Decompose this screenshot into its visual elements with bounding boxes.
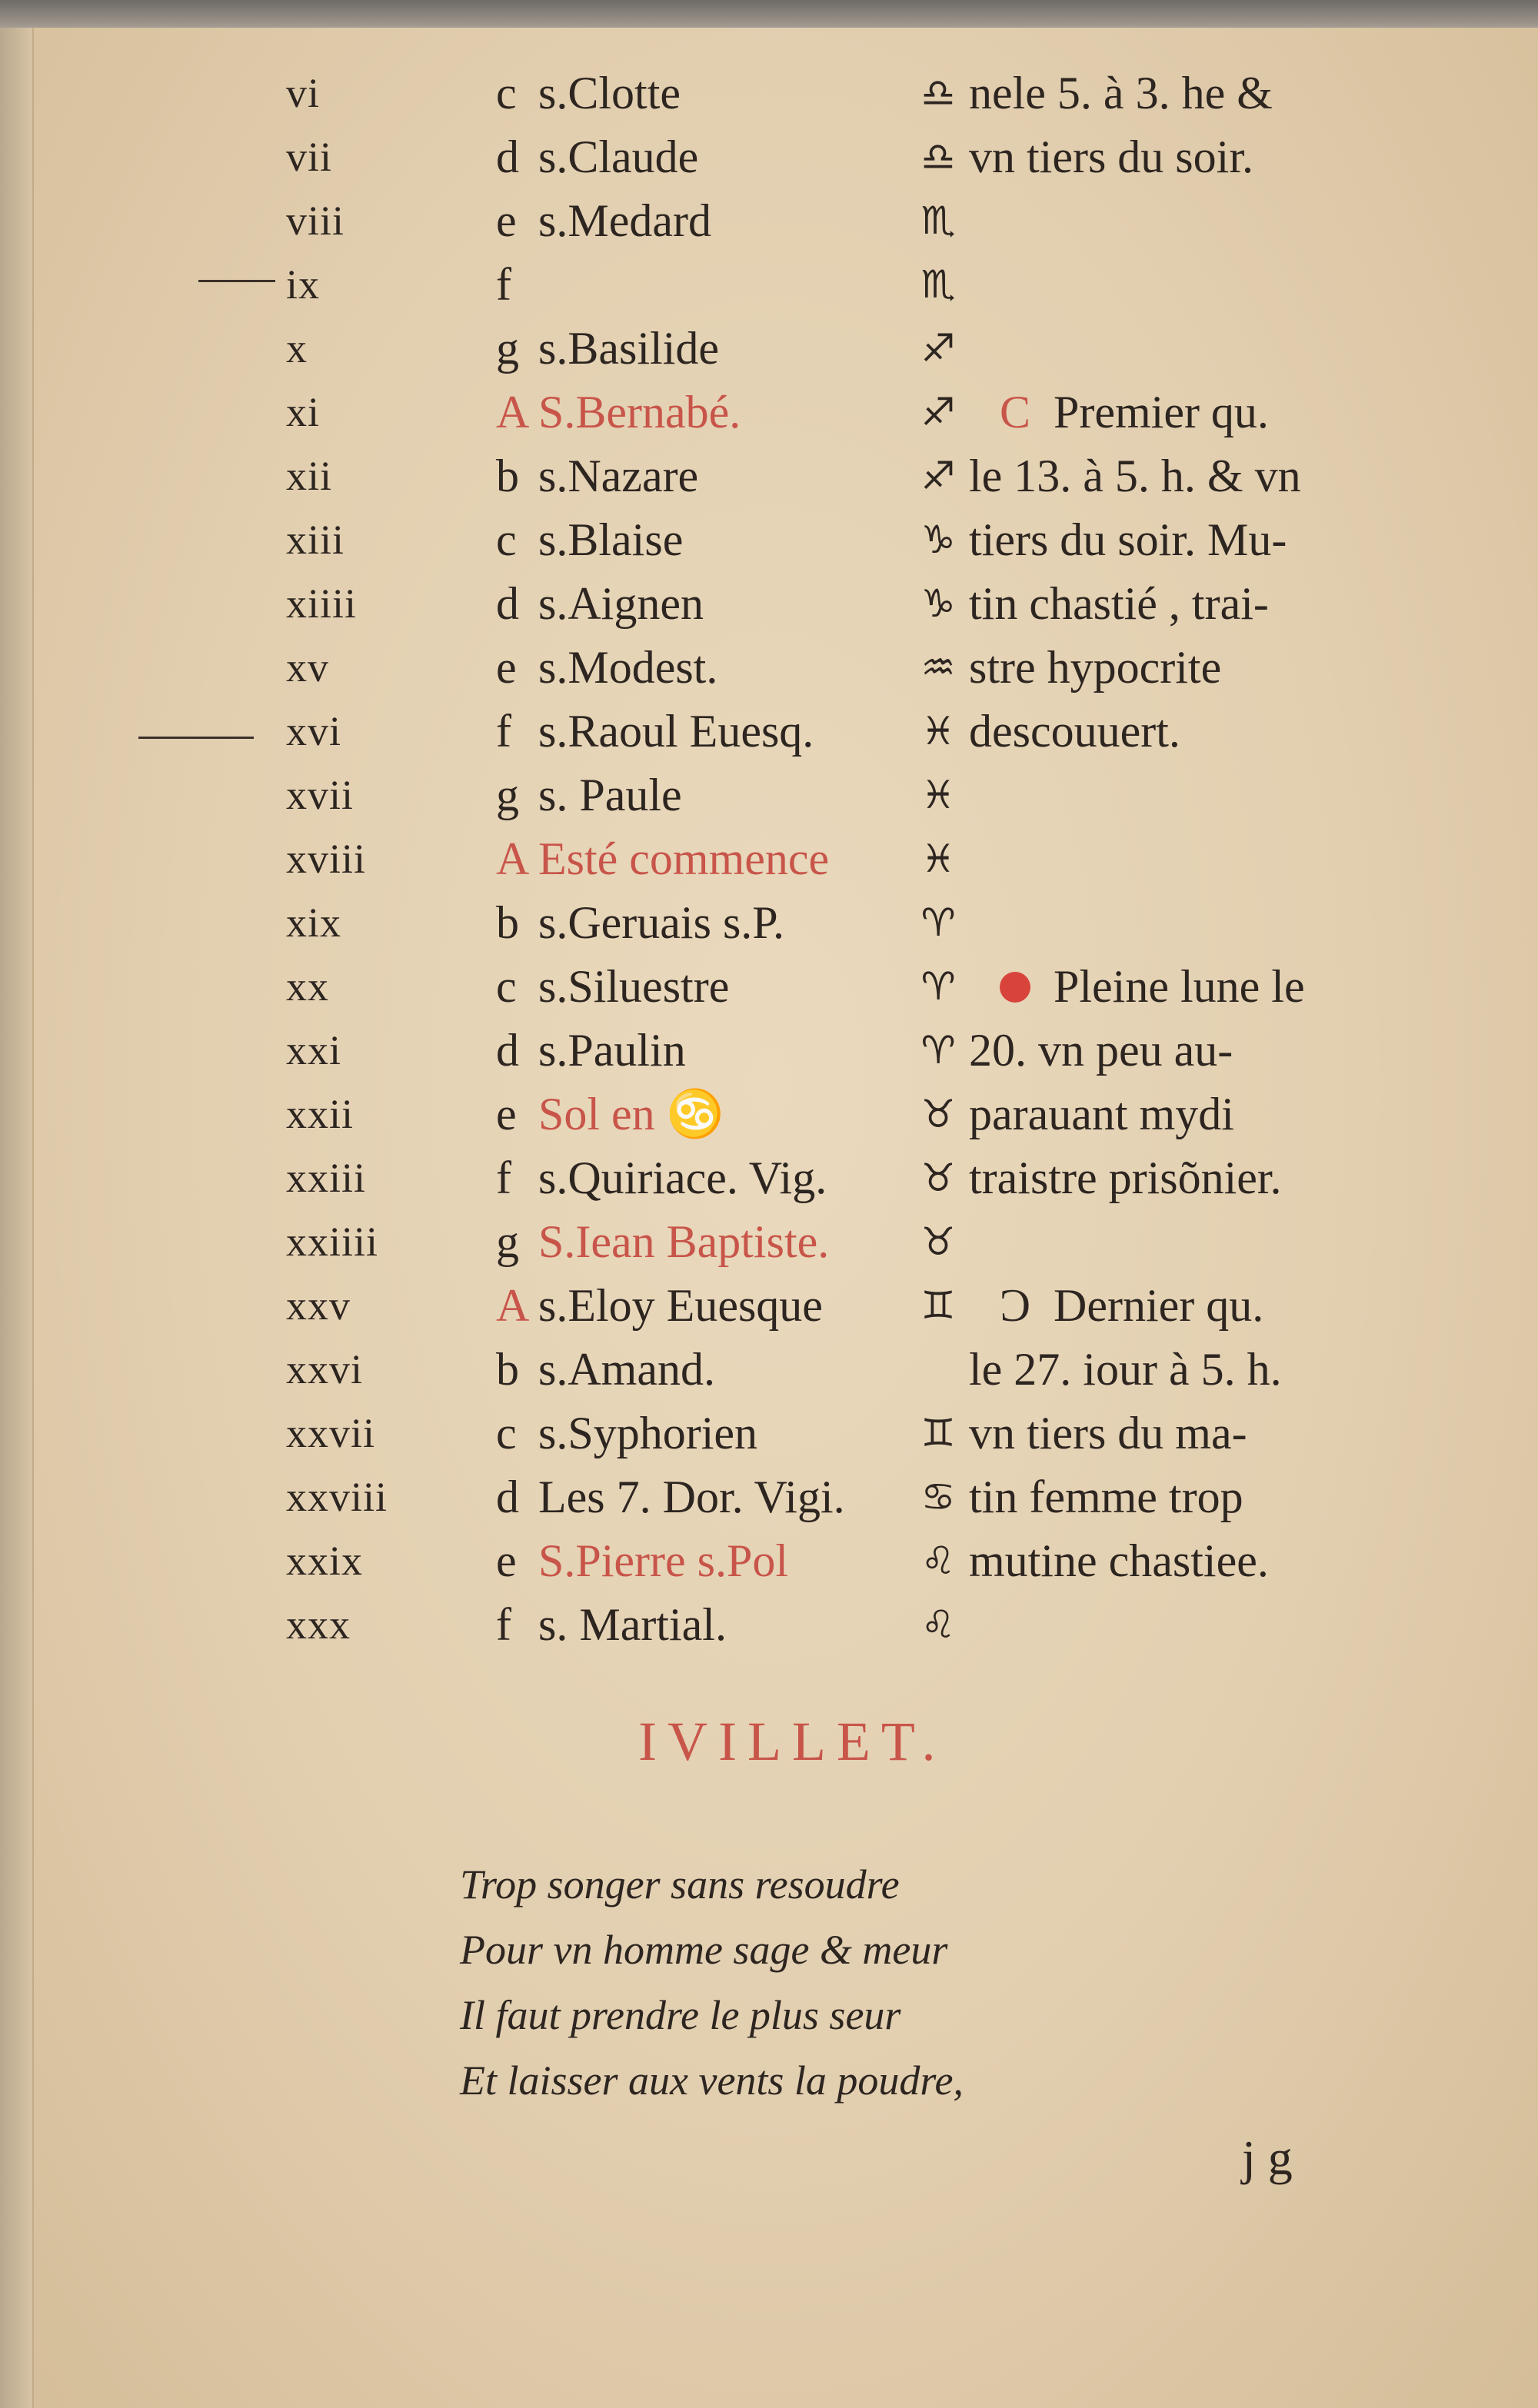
saint-name: S.Bernabé. — [538, 387, 741, 437]
saint-name: s.Claude — [538, 131, 699, 182]
calendar-row — [0, 700, 1538, 763]
day-number: xxiiii — [286, 1219, 379, 1265]
zodiac-sign: ♐ — [920, 454, 956, 498]
calendar-row — [0, 1083, 1538, 1146]
lunar-note: stre hypocrite — [969, 642, 1222, 693]
saint-name: S.Pierre s.Pol — [538, 1535, 789, 1586]
zodiac-sign: ♊ — [920, 1411, 956, 1455]
lunar-note: le 13. à 5. h. & vn — [969, 451, 1301, 501]
dominical-letter: e — [496, 642, 517, 693]
dominical-letter: c — [496, 1408, 517, 1458]
saint-name: s. Martial. — [538, 1599, 727, 1650]
zodiac-sign: ♓ — [920, 709, 956, 753]
verse-line: Trop songer sans resoudre — [460, 1861, 900, 1907]
dominical-letter: d — [496, 131, 519, 182]
calendar-row — [0, 1593, 1538, 1656]
saint-name: s.Amand. — [538, 1344, 715, 1395]
calendar-row — [0, 1402, 1538, 1465]
calendar-row — [0, 381, 1538, 444]
day-number: xxi — [286, 1027, 342, 1073]
dominical-letter: e — [496, 195, 517, 246]
lunar-note: traistre prisõnier. — [969, 1152, 1282, 1203]
day-number: xiii — [286, 517, 345, 563]
saint-name: s.Geruais s.P. — [538, 897, 785, 948]
saint-name: s.Raoul Euesq. — [538, 706, 814, 757]
saint-name: s.Clotte — [538, 68, 681, 118]
zodiac-sign: ♉ — [920, 1092, 956, 1136]
lunar-note: descouuert. — [969, 706, 1180, 757]
day-number: xxx — [286, 1601, 351, 1648]
lunar-note: nele 5. à 3. he & — [969, 68, 1273, 118]
day-number: xxviii — [286, 1474, 388, 1520]
calendar-row — [0, 827, 1538, 890]
dominical-letter: c — [496, 961, 517, 1012]
saint-name: s.Paulin — [538, 1025, 686, 1076]
day-number: xix — [286, 900, 342, 946]
month-title: IVILLET. — [638, 1711, 947, 1772]
zodiac-sign: ♎ — [920, 135, 956, 179]
lunar-note: mutine chastiee. — [969, 1535, 1269, 1586]
dominical-letter: A — [496, 833, 530, 884]
saint-name: s.Blaise — [538, 514, 684, 565]
zodiac-sign: ♌ — [920, 1538, 956, 1583]
saint-name: s.Syphorien — [538, 1408, 757, 1458]
scan-top-edge — [0, 0, 1538, 28]
dominical-letter: g — [496, 770, 519, 820]
zodiac-sign: ♌ — [920, 1602, 956, 1647]
day-number: xi — [286, 389, 321, 435]
day-number: xxix — [286, 1538, 364, 1584]
saint-name: Esté commence — [538, 833, 830, 884]
calendar-row — [0, 253, 1538, 316]
zodiac-sign: ♈ — [920, 1028, 956, 1073]
day-number: xxiii — [286, 1155, 367, 1201]
dominical-letter: g — [496, 1216, 519, 1267]
calendar-row — [0, 891, 1538, 954]
zodiac-sign: ♏ — [920, 198, 956, 243]
dominical-letter: f — [496, 1152, 511, 1203]
calendar-row — [0, 62, 1538, 125]
verse-line: Et laisser aux vents la poudre, — [460, 2057, 964, 2104]
dominical-letter: d — [496, 1472, 519, 1522]
lunar-note: tiers du soir. Mu- — [969, 514, 1287, 565]
signature-mark: j g — [1242, 2130, 1293, 2185]
zodiac-sign: ♐ — [920, 326, 956, 371]
zodiac-sign: ♓ — [920, 773, 956, 817]
saint-name: s.Quiriace. Vig. — [538, 1152, 827, 1203]
zodiac-sign: ♈ — [920, 900, 956, 945]
calendar-row — [0, 636, 1538, 699]
lunar-note: Premier qu. — [1054, 387, 1269, 437]
verse-line: Il faut prendre le plus seur — [460, 1992, 901, 2038]
last-quarter-icon: Ɔ — [1000, 1280, 1031, 1331]
lunar-note: tin chastié , trai- — [969, 578, 1269, 629]
saint-name: S.Iean Baptiste. — [538, 1216, 830, 1267]
dominical-letter: d — [496, 578, 519, 629]
saint-name: s.Aignen — [538, 578, 704, 629]
lunar-note: tin femme trop — [969, 1472, 1243, 1522]
calendar-row — [0, 955, 1538, 1018]
zodiac-sign: ♋ — [920, 1475, 956, 1519]
dominical-letter: b — [496, 451, 519, 501]
calendar-row — [0, 1274, 1538, 1337]
zodiac-sign: ♊ — [920, 1283, 956, 1328]
day-number: vii — [286, 134, 333, 180]
day-number: viii — [286, 198, 345, 244]
zodiac-sign: ♏ — [920, 262, 956, 307]
saint-name: Sol en ♋ — [538, 1089, 724, 1139]
dominical-letter: b — [496, 897, 519, 948]
lunar-note: vn tiers du ma- — [969, 1408, 1247, 1458]
lunar-note: parauant mydi — [969, 1089, 1234, 1139]
zodiac-sign: ♐ — [920, 390, 956, 434]
day-number: xviii — [286, 836, 367, 882]
day-number: xii — [286, 453, 333, 499]
zodiac-sign: ♎ — [920, 71, 956, 115]
dominical-letter: c — [496, 68, 517, 118]
calendar-row — [0, 572, 1538, 635]
zodiac-sign: ♓ — [920, 836, 956, 881]
zodiac-sign: ♑ — [920, 581, 956, 626]
calendar-row — [0, 508, 1538, 571]
day-number: xiiii — [286, 580, 358, 627]
saint-name: s.Nazare — [538, 451, 699, 501]
zodiac-sign: ♒ — [920, 645, 956, 690]
dominical-letter: A — [496, 387, 530, 437]
lunar-note: Pleine lune le — [1054, 961, 1305, 1012]
calendar-row — [0, 1146, 1538, 1209]
full-moon-icon — [1000, 972, 1030, 1003]
dominical-letter: g — [496, 323, 519, 374]
zodiac-sign: ♉ — [920, 1219, 956, 1264]
lunar-note: le 27. iour à 5. h. — [969, 1344, 1282, 1395]
day-number: x — [286, 325, 308, 371]
zodiac-sign: ♉ — [920, 1156, 956, 1200]
calendar-row — [0, 1465, 1538, 1528]
dominical-letter: f — [496, 706, 511, 757]
dominical-letter: A — [496, 1280, 530, 1331]
saint-name: s.Siluestre — [538, 961, 730, 1012]
first-quarter-icon: C — [1000, 387, 1031, 437]
day-number: xv — [286, 644, 329, 690]
calendar-row — [0, 1019, 1538, 1082]
saint-name: Les 7. Dor. Vigi. — [538, 1472, 845, 1522]
dominical-letter: f — [496, 1599, 511, 1650]
lunar-note: 20. vn peu au- — [969, 1025, 1233, 1076]
calendar-row — [0, 317, 1538, 380]
dominical-letter: e — [496, 1535, 517, 1586]
day-number: ix — [286, 261, 321, 308]
calendar-row — [0, 1338, 1538, 1401]
saint-name: s.Basilide — [538, 323, 719, 374]
calendar-row — [0, 444, 1538, 507]
zodiac-sign: ♈ — [920, 964, 956, 1009]
day-number: vi — [286, 70, 321, 116]
dominical-letter: e — [496, 1089, 517, 1139]
saint-name: s.Modest. — [538, 642, 718, 693]
saint-name: s.Medard — [538, 195, 711, 246]
verse-line: Pour vn homme sage & meur — [460, 1927, 948, 1973]
dominical-letter: c — [496, 514, 517, 565]
dominical-letter: f — [496, 259, 511, 310]
day-number: xvii — [286, 772, 355, 818]
day-number: xxii — [286, 1091, 355, 1137]
lunar-note: vn tiers du soir. — [969, 131, 1253, 182]
calendar-row — [0, 189, 1538, 252]
day-number: xx — [286, 963, 329, 1009]
saint-name: s.Eloy Euesque — [538, 1280, 823, 1331]
calendar-row — [0, 125, 1538, 188]
calendar-row — [0, 1210, 1538, 1273]
lunar-note: Dernier qu. — [1054, 1280, 1264, 1331]
day-number: xxvii — [286, 1410, 376, 1456]
calendar-row — [0, 763, 1538, 827]
dominical-letter: d — [496, 1025, 519, 1076]
dominical-letter: b — [496, 1344, 519, 1395]
day-number: xxvi — [286, 1346, 364, 1392]
saint-name: s. Paule — [538, 770, 682, 820]
day-number: xxv — [286, 1282, 351, 1329]
day-number: xvi — [286, 708, 342, 754]
calendar-row — [0, 1529, 1538, 1592]
zodiac-sign: ♑ — [920, 517, 956, 562]
